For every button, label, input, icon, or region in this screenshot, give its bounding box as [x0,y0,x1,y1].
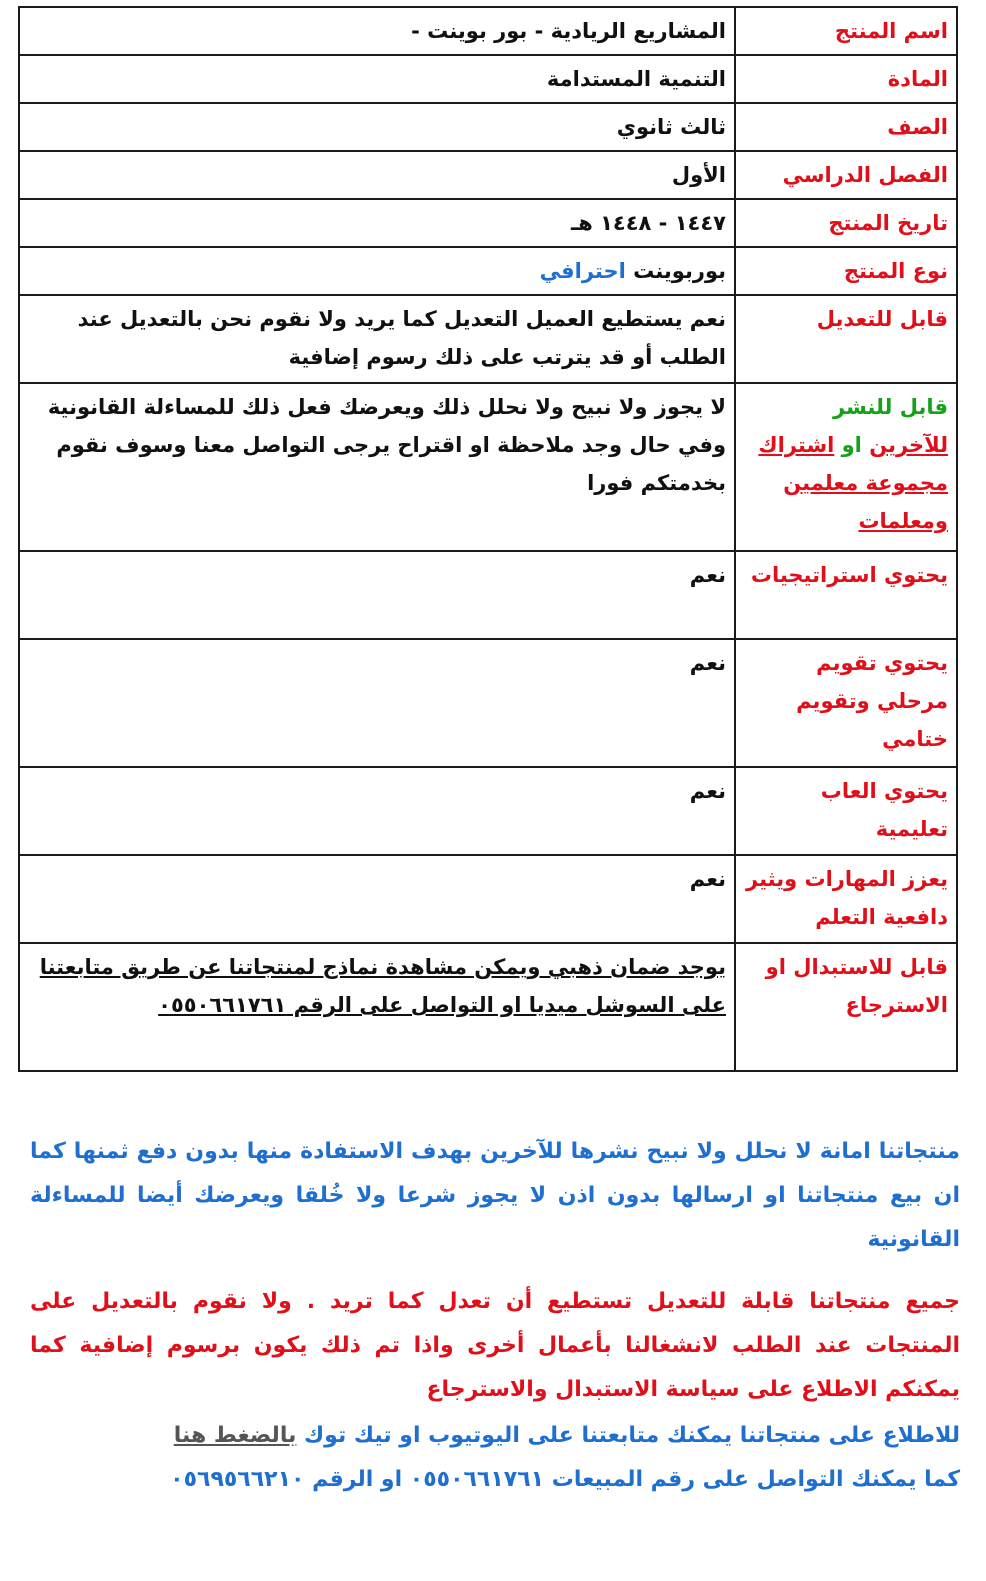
label-strategies: يحتوي استراتيجيات [735,551,957,639]
product-info-table [18,6,958,1072]
trust-notice: منتجاتنا امانة لا نحلل ولا نبيح نشرها للآخرين بهدف الاستفادة منها بدون دفع ثمنها كما ان بيع منتجاتنا او ارسالها بدون اذن لا يجوز شرعا ولا خُلقا ويعرضك أيضا للمساءلة القانونية [30,1139,960,1252]
label-product-type: نوع المنتج [735,247,957,295]
label-publishable-part3: او [841,433,862,457]
label-publishable [735,383,957,551]
label-product-date: تاريخ المنتج [735,199,957,247]
table-row [19,199,957,247]
label-games: يحتوي العاب تعليمية [735,767,957,855]
value-product-date: ١٤٤٧ - ١٤٤٨ هـ [19,199,735,247]
table-row [19,551,957,639]
table-row [19,7,957,55]
value-strategies: نعم [19,551,735,639]
contact-text: كما يمكنك التواصل على رقم المبيعات ٠٥٥٠٦٦١٧٦١ او الرقم ٠٥٦٩٥٦٦٢١٠ [170,1467,960,1492]
value-product-name: المشاريع الريادية - بور بوينت - [19,7,735,55]
value-product-type [19,247,735,295]
table-row [19,639,957,767]
label-skills: يعزز المهارات ويثير دافعية التعلم [735,855,957,943]
value-semester: الأول [19,151,735,199]
label-publishable-part1: قابل للنشر [832,395,948,419]
table-row [19,383,957,551]
label-semester: الفصل الدراسي [735,151,957,199]
table-row [19,103,957,151]
follow-text: للاطلاع على منتجاتنا يمكنك متابعتنا على اليوتيوب او تيك توك [296,1423,960,1448]
label-editable: قابل للتعديل [735,295,957,383]
click-here-link[interactable]: بالضغط هنا [173,1423,297,1448]
label-publishable-part4: اشتراك [758,433,835,457]
value-return-link[interactable]: يوجد ضمان ذهبي ويمكن مشاهدة نماذج لمنتجاتنا عن طريق متابعتنا على السوشل ميديا او التواصل على الرقم ٠٥٥٠٦٦١٧٦١ [19,943,735,1071]
table-row [19,55,957,103]
label-publishable-part2: للآخرين [869,433,948,457]
label-subject: المادة [735,55,957,103]
label-return: قابل للاستبدال او الاسترجاع [735,943,957,1071]
value-editable: نعم يستطيع العميل التعديل كما يريد ولا نقوم نحن بالتعديل عند الطلب أو قد يترتب على ذلك رسوم إضافية [19,295,735,383]
value-games: نعم [19,767,735,855]
value-skills: نعم [19,855,735,943]
follow-notice [30,1414,960,1502]
value-grade: ثالث ثانوي [19,103,735,151]
label-grade: الصف [735,103,957,151]
editable-notice: جميع منتجاتنا قابلة للتعديل تستطيع أن تعدل كما تريد . ولا نقوم بالتعديل على المنتجات عند الطلب لانشغالنا بأعمال أخرى واذا تم ذلك يكون برسوم إضافية كما يمكنكم الاطلاع على سياسة الاستبدال والاسترجاع [30,1289,960,1402]
value-product-type-accent: احترافي [539,259,626,283]
label-product-name: اسم المنتج [735,7,957,55]
value-product-type-main: بوربوينت [633,259,726,283]
table-row [19,855,957,943]
table-row [19,767,957,855]
table-row [19,151,957,199]
table-row [19,943,957,1071]
label-assessment: يحتوي تقويم مرحلي وتقويم ختامي [735,639,957,767]
value-subject: التنمية المستدامة [19,55,735,103]
table-row [19,295,957,383]
value-assessment: نعم [19,639,735,767]
value-publishable: لا يجوز ولا نبيح ولا نحلل ذلك ويعرضك فعل ذلك للمساءلة القانونية وفي حال وجد ملاحظة او اقتراح يرجى التواصل معنا وسوف نقوم بخدمتكم فورا [19,383,735,551]
table-row [19,247,957,295]
label-publishable-part5: مجموعة معلمين ومعلمات [783,471,948,533]
